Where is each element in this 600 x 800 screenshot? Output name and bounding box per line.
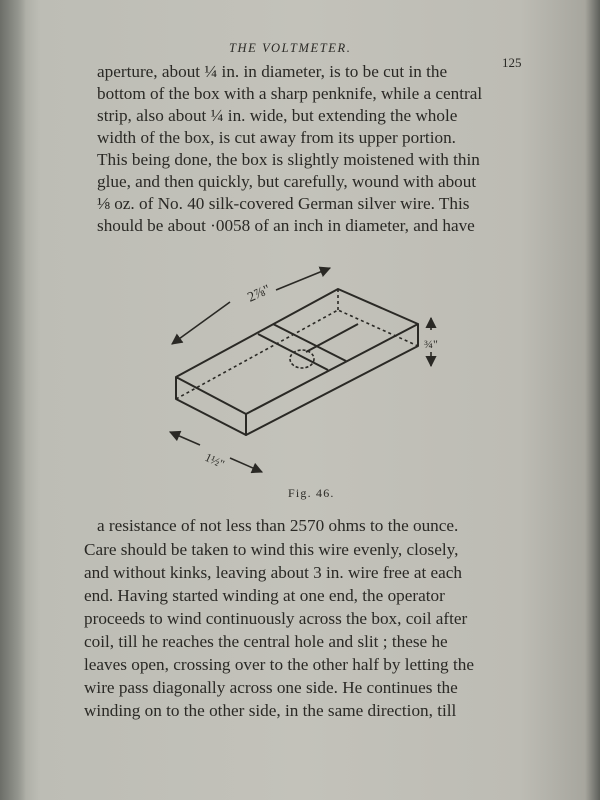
width-arrow	[230, 458, 262, 472]
strip-edge	[306, 324, 358, 352]
length-arrow	[276, 268, 330, 290]
text-line: strip, also about ¼ in. wide, but extending the whole	[97, 106, 458, 125]
text-line: glue, and then quickly, but carefully, wound with about	[97, 172, 477, 191]
text-line: should be about ·0058 of an inch in diameter, and have	[97, 216, 475, 235]
text-line: leaves open, crossing over to the other half by letting the	[84, 655, 474, 674]
text-line: proceeds to wind continuously across the box, coil after	[84, 609, 468, 628]
length-arrow	[172, 302, 230, 344]
running-header: THE VOLTMETER.	[229, 41, 352, 55]
text-line: end. Having started winding at one end, the operator	[84, 586, 445, 605]
text-line: wire pass diagonally across one side. He continues the	[84, 678, 458, 697]
length-dimension-label: 2⅞"	[245, 282, 273, 306]
aperture-hole	[290, 350, 314, 368]
height-dimension-label: ¾"	[424, 337, 438, 351]
text-line: a resistance of not less than 2570 ohms to the ounce.	[97, 516, 459, 535]
text-line: This being done, the box is slightly moistened with thin	[97, 150, 480, 169]
box-diagram	[158, 262, 468, 474]
text-line: ⅛ oz. of No. 40 silk-covered German silver wire. This	[97, 194, 470, 213]
text-line: and without kinks, leaving about 3 in. wire free at each	[84, 563, 463, 582]
text-line: winding on to the other side, in the same direction, till	[84, 701, 457, 720]
figure-caption: Fig. 46.	[288, 486, 335, 500]
width-arrow	[170, 432, 200, 445]
strip-edge	[273, 324, 346, 361]
text-line: coil, till he reaches the central hole and slit ; these he	[84, 632, 448, 651]
text-line: width of the box, is cut away from its upper portion.	[97, 128, 456, 147]
text-line: bottom of the box with a sharp penknife, while a central	[97, 84, 483, 103]
book-gutter	[0, 0, 26, 800]
width-dimension-label: 1½"	[202, 450, 227, 472]
text-line: aperture, about ¼ in. in diameter, is to be cut in the	[97, 62, 448, 81]
page-number: 125	[502, 55, 522, 70]
text-line: Care should be taken to wind this wire evenly, closely,	[84, 540, 459, 559]
box-front-face	[176, 377, 246, 435]
